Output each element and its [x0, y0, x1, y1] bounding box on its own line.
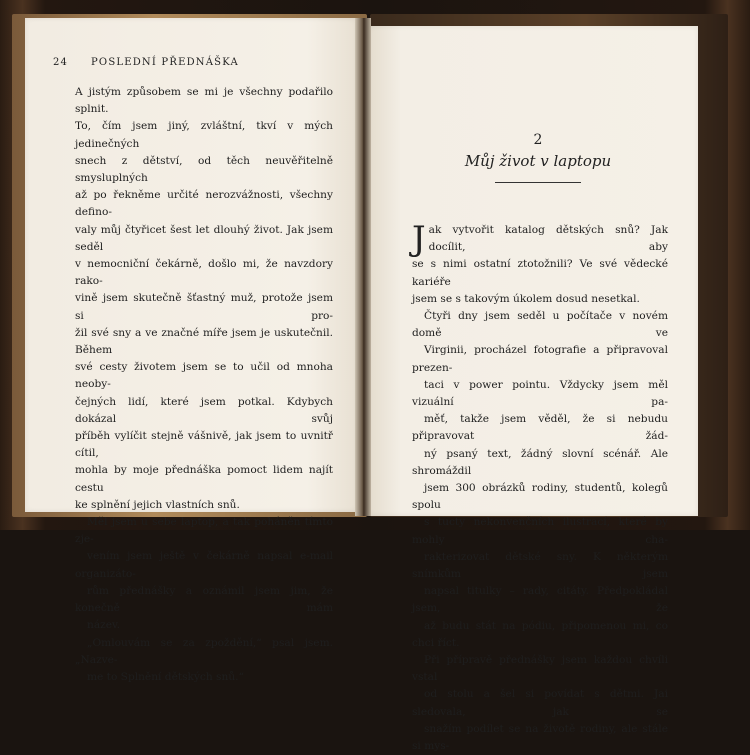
text-line: příběh vylíčit stejně vášnivě, jak jsem to uvnitř cítil, [75, 430, 333, 460]
text-line: snech z dětství, od těch neuvěřitelně smysluplných [75, 154, 333, 185]
text-line: A jistým způsobem se mi je všechny podařilo splnit. [75, 86, 333, 116]
text-line: Při přípravě přednášky jsem každou chvíli vstal [412, 654, 668, 684]
text-line: taci v power pointu. Vždycky jsem měl vizuální pa- [412, 378, 668, 409]
paragraph [412, 652, 668, 755]
text-line: snažím podílet se na životě rodiny, ale stále si mys- [412, 722, 668, 753]
text-line: vině jsem skutečně šťastný muž, protože jsem si pro- [75, 292, 333, 322]
paragraph [75, 635, 333, 687]
text-line: své cesty životem jsem se to učil od mnoha neoby- [75, 361, 333, 391]
text-line: Měl jsem u sebe laptop, a tak poháněn tímto zje- [75, 516, 333, 546]
text-line: s tucty nekonvenčních ilustrací, které by mohly cha- [412, 516, 668, 546]
page-number: 24 [53, 57, 69, 68]
text-line: vením jsem ještě v čekárně napsal e-mail organizáto- [75, 550, 333, 580]
left-page-body [75, 84, 333, 686]
text-line: mohla by moje přednáška pomoct lidem najít cestu [75, 464, 333, 494]
text-line: „Omlouvám se za zpoždění,“ psal jsem. „Nazve- [75, 636, 333, 666]
chapter-title: Můj život v laptopu [464, 152, 612, 170]
running-head: POSLEDNÍ PŘEDNÁŠKA [91, 57, 239, 68]
text-line: napsal titulky – rady, citáty. Předpokládal jsem, že [412, 585, 668, 615]
text-line: žil své sny a ve značné míře jsem je uskutečnil. Během [75, 326, 333, 357]
drop-cap: J [412, 219, 426, 259]
text-line: měť, takže jsem věděl, že si nebudu připravovat žád- [412, 413, 668, 443]
text-line: me to Splnění dětských snů.“ [87, 670, 244, 683]
text-line: To, čím jsem jiný, zvláštní, tkví v mých jedinečných [75, 120, 333, 150]
text-line: čejných lidí, které jsem potkal. Kdybych dokázal svůj [75, 395, 333, 425]
text-line: název. [87, 619, 121, 632]
text-line: Virginii, procházel fotografie a připravoval prezen- [412, 344, 668, 374]
text-line: rům přednášky a oznámil jsem jim, že konečně mám [75, 584, 333, 615]
paragraph [75, 84, 333, 514]
text-line: v nemocniční čekárně, došlo mi, že navzdory rako- [75, 258, 333, 288]
paragraph [412, 308, 668, 652]
text-line: ný psaný text, žádný slovní scénář. Ale shromáždil [412, 447, 668, 477]
book-gutter [355, 18, 371, 516]
text-line: rakterizovat dětské sny. K některým snímkům jsem [412, 550, 668, 581]
text-line: jsem se s takovým úkolem dosud nesetkal. [412, 292, 640, 305]
text-line: se s nimi ostatní ztotožnili? Ve své vědecké kariéře [412, 258, 668, 288]
chapter-divider [495, 182, 581, 183]
text-line: ak vytvořit katalog dětských snů? Jak docílit, aby [428, 224, 668, 254]
text-line: od stolu a šel si povídat s dětmi. Jai sledovala, jak se [412, 688, 668, 718]
paragraph [75, 514, 333, 634]
chapter-number: 2 [533, 132, 543, 148]
text-line: až budu stát na pódiu, připomenou mi, co chci říct. [412, 619, 668, 649]
text-line: jsem 300 obrázků rodiny, studentů, kolegů spolu [412, 482, 668, 512]
first-paragraph [412, 219, 668, 308]
right-page-body [412, 219, 668, 755]
text-line: Čtyři dny jsem seděl u počítače v novém domě ve [412, 310, 668, 340]
text-line: valy můj čtyřicet šest let dlouhý život. Jak jsem seděl [75, 223, 333, 253]
text-line: ke splnění jejich vlastních snů. [75, 498, 240, 511]
text-line: až po řekněme určité nerozvážnosti, všechny defino- [75, 189, 333, 219]
